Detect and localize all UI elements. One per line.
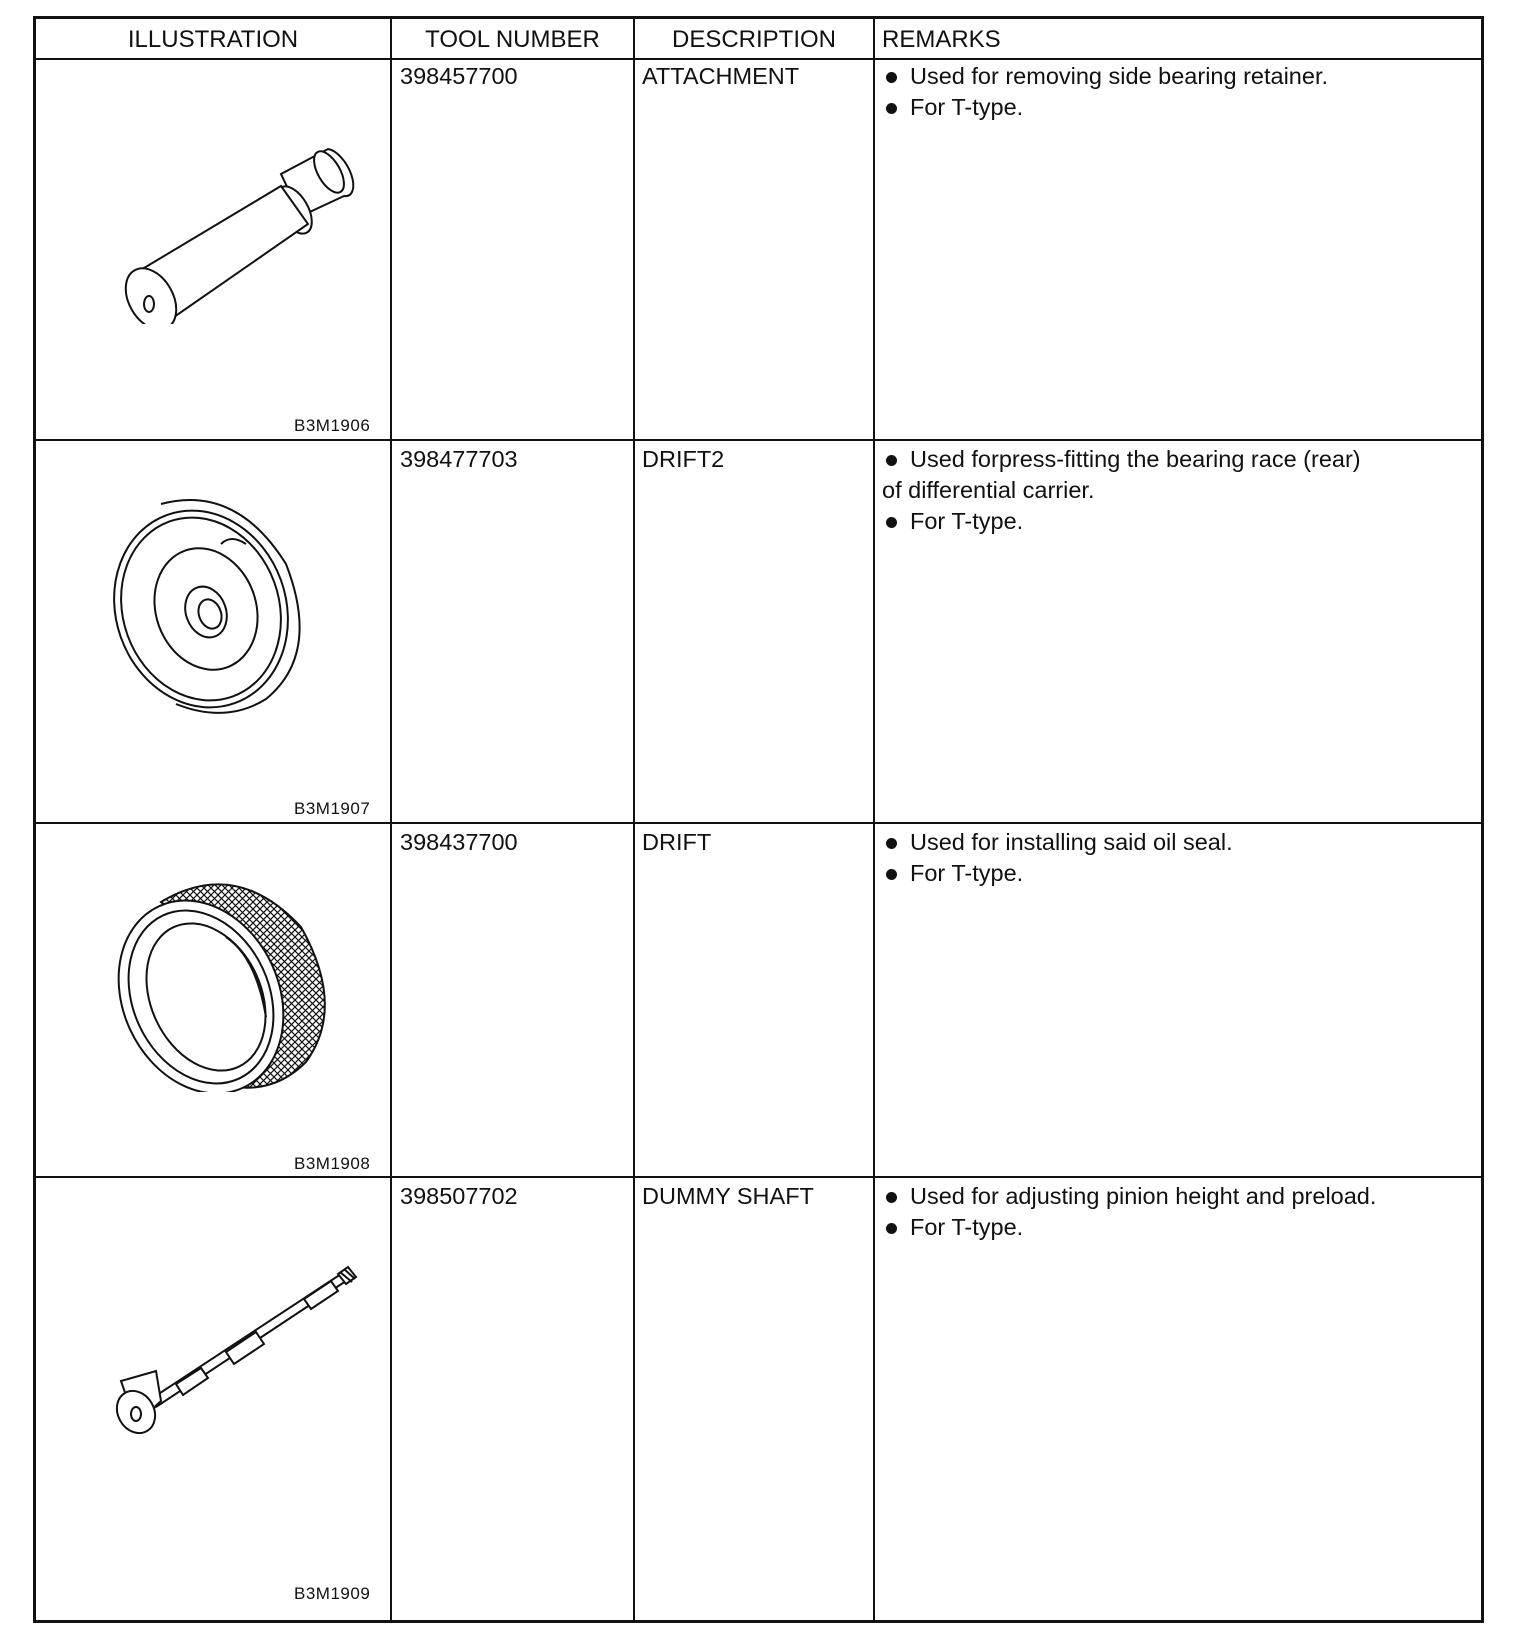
row-divider (36, 439, 1481, 441)
remark-bullet (882, 506, 1361, 537)
remark-bullet (882, 827, 1233, 858)
tool-number: 398457700 (400, 63, 518, 89)
remark-text: Used for adjusting pinion height and preload. (910, 1183, 1377, 1209)
remark-bullet (882, 61, 1328, 92)
bullet-icon (886, 838, 897, 849)
bullet-icon (886, 72, 897, 83)
description: ATTACHMENT (642, 63, 800, 89)
illustration-ref: B3M1909 (294, 1584, 371, 1603)
tool-number: 398477703 (400, 446, 518, 472)
column-divider (873, 19, 875, 1620)
remark-bullet (882, 1212, 1376, 1243)
description: DRIFT (642, 829, 712, 855)
bullet-icon (886, 517, 897, 528)
remarks (882, 61, 1328, 123)
header-remarks: REMARKS (882, 26, 1001, 53)
remark-text: For T-type. (910, 1214, 1024, 1240)
remarks (882, 444, 1361, 537)
drift-illustration (106, 867, 336, 1092)
header-description: DESCRIPTION (671, 26, 836, 53)
dummy-shaft-illustration (76, 1244, 366, 1434)
bullet-icon (886, 869, 897, 880)
tool-number: 398507702 (400, 1183, 518, 1209)
remark-bullet (882, 1181, 1376, 1212)
remark-text: Used for installing said oil seal. (910, 829, 1233, 855)
remarks (882, 1181, 1376, 1243)
description: DRIFT2 (642, 446, 725, 472)
remark-bullet (882, 444, 1361, 475)
bullet-icon (886, 1223, 897, 1234)
row-divider (36, 1176, 1481, 1178)
remark-bullet (882, 92, 1328, 123)
bullet-icon (886, 103, 897, 114)
header-tool-number: TOOL NUMBER (425, 26, 600, 53)
description: DUMMY SHAFT (642, 1183, 814, 1209)
remarks (882, 827, 1233, 889)
illustration-ref: B3M1906 (294, 416, 371, 435)
bullet-icon (886, 455, 897, 466)
remark-text: Used forpress-fitting the bearing race (rear) (910, 446, 1361, 472)
special-tools-table (33, 16, 1484, 1623)
tool-number: 398437700 (400, 829, 518, 855)
remark-text: For T-type. (910, 94, 1024, 120)
remark-text: Used for removing side bearing retainer. (910, 63, 1328, 89)
row-divider (36, 822, 1481, 824)
remark-text: For T-type. (910, 860, 1024, 886)
remark-text: For T-type. (910, 508, 1024, 534)
attachment-illustration (96, 134, 356, 324)
illustration-ref: B3M1908 (294, 1154, 371, 1173)
drift2-illustration (106, 484, 316, 719)
header-illustration: ILLUSTRATION (127, 26, 299, 53)
remark-text-continued: of differential carrier. (882, 477, 1095, 503)
bullet-icon (886, 1192, 897, 1203)
remark-bullet (882, 858, 1233, 889)
column-divider (633, 19, 635, 1620)
illustration-ref: B3M1907 (294, 799, 371, 818)
column-divider (390, 19, 392, 1620)
